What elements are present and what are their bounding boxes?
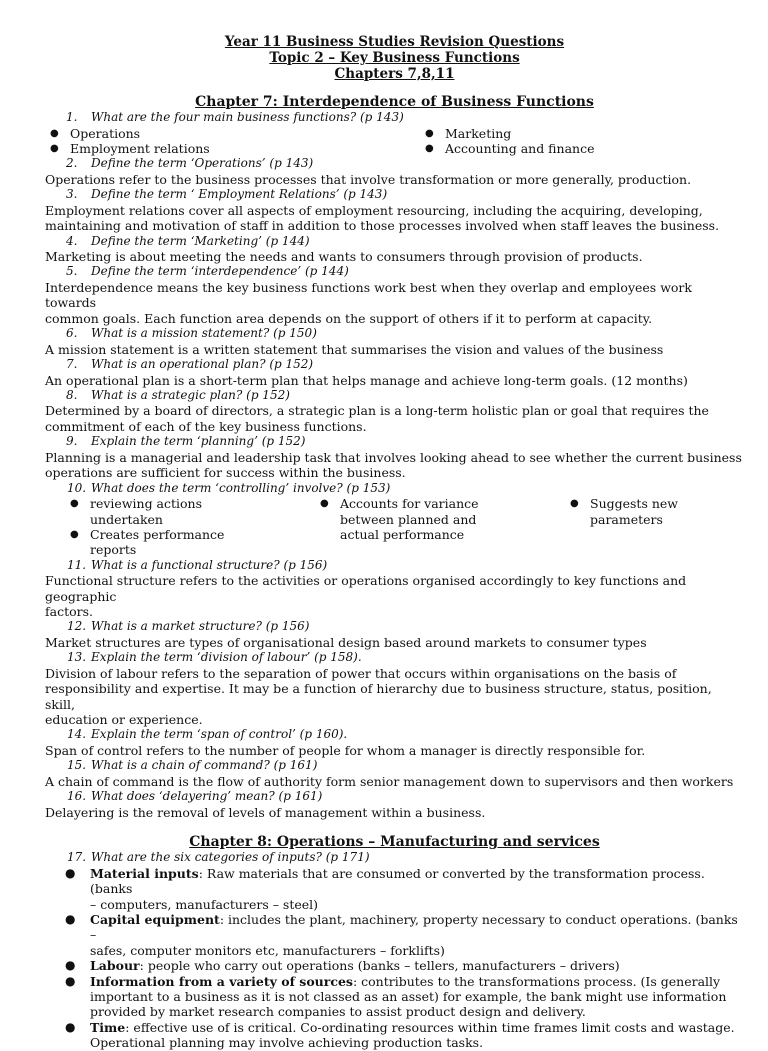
question-1: 1. What are the four main business functions? (p 143) [66, 110, 404, 124]
functions-list [45, 126, 744, 157]
answer-14: Span of control refers to the number of people for whom a manager is directly responsible for. [45, 742, 646, 758]
list-item: ● reviewing actions undertaken [45, 496, 295, 527]
bullet-icon: ● [425, 127, 434, 139]
bullet-icon: ● [65, 958, 76, 973]
bullet-icon: ● [65, 1019, 76, 1034]
answer-12: Market structures are types of organisational design based around markets to consumer types [45, 634, 647, 650]
list-item: ● Marketing [420, 126, 720, 141]
list-item: ● Material inputs: Raw materials that are consumed or converted by the transformation process. (banks – computers, manufacturers – steel) [45, 866, 744, 912]
answer-5: Interdependence means the key business functions work best when they overlap and employees work towards common goals. Each function area depends on the support of others if it to perform at capacity. [45, 279, 692, 326]
answer-3: Employment relations cover all aspects of employment resourcing, including the acquiring, developing, maintaining and motivation of staff in addition to those processes involved when staff leaves the business. [45, 202, 720, 234]
bullet-icon: ● [50, 142, 59, 154]
question-15: 15. What is a chain of command? (p 161) [67, 758, 318, 773]
question-12: 12. What is a market structure? (p 156) [67, 619, 310, 634]
list-item: ● Information from a variety of sources: contributes to the transformations process. (Is generally important to a business as it is not classed as an asset) for example, the bank might use information provided by market research companies to assist product design and delivery. [45, 974, 744, 1020]
answer-15: A chain of command is the flow of authority form senior management down to supervisors and then workers [45, 773, 734, 789]
question-7: 7. What is an operational plan? (p 152) [66, 357, 314, 372]
bullet-icon: ● [65, 911, 76, 926]
answer-8: Determined by a board of directors, a strategic plan is a long-term holistic plan or goal that requires the commitment of each of the key business functions. [45, 403, 709, 434]
chapter-7-heading: Chapter 7: Interdependence of Business Functions [195, 94, 594, 110]
list-item: ● Creates performance reports [45, 527, 295, 558]
answer-2: Operations refer to the business processes that involve transformation or more generally, production. [45, 171, 692, 187]
bullet-icon: ● [70, 498, 79, 510]
question-14: 14. Explain the term ‘span of control’ (p 160). [67, 727, 348, 742]
answer-4: Marketing is about meeting the needs and wants to consumers through provision of products. [45, 249, 643, 265]
document-header [45, 34, 744, 82]
answer-11: Functional structure refers to the activities or operations organised accordingly to key functions and geographic factors. [45, 573, 687, 620]
bullet-icon: ● [570, 498, 579, 510]
bullet-icon: ● [65, 865, 76, 880]
list-item: ● Employment relations [45, 141, 420, 156]
document-title: Year 11 Business Studies Revision Questions [224, 34, 565, 50]
answer-9: Planning is a managerial and leadership task that involves looking ahead to see whether the current business operations are sufficient for success within the business. [45, 449, 742, 481]
answer-16: Delayering is the removal of levels of management within a business. [45, 804, 486, 820]
bullet-icon: ● [425, 142, 434, 154]
list-item: ● Accounting and finance [420, 141, 720, 156]
list-item: ● Labour: people who carry out operations (banks – tellers, manufacturers – drivers) [45, 958, 744, 973]
question-11: 11. What is a functional structure? (p 156) [67, 557, 328, 572]
topic-title: Topic 2 – Key Business Functions [269, 50, 520, 66]
answer-6: A mission statement is a written statement that summarises the vision and values of the business [45, 341, 664, 357]
question-6: 6. What is a mission statement? (p 150) [66, 326, 317, 341]
question-8: 8. What is a strategic plan? (p 152) [66, 387, 290, 402]
question-9: 9. Explain the term ‘planning’ (p 152) [66, 434, 306, 449]
bullet-icon: ● [320, 498, 329, 510]
question-2: 2. Define the term ‘Operations’ (p 143) [66, 156, 314, 171]
list-item: ● Capital equipment: includes the plant, machinery, property necessary to conduct operations. (banks – safes, computer monitors etc, manufacturers – forklifts) [45, 912, 744, 958]
bullet-icon: ● [65, 973, 76, 988]
question-17: 17. What are the six categories of inputs? (p 171) [67, 850, 370, 865]
bullet-icon: ● [50, 127, 59, 139]
controlling-list [45, 496, 744, 558]
question-4: 4. Define the term ‘Marketing’ (p 144) [66, 233, 310, 248]
chapters-title: Chapters 7,8,11 [334, 66, 455, 82]
inputs-list [45, 866, 744, 1051]
question-10: 10. What does the term ‘controlling’ involve? (p 153) [67, 480, 391, 495]
question-3: 3. Define the term ‘ Employment Relations’ (p 143) [66, 187, 388, 202]
question-5: 5. Define the term ‘interdependence’ (p 144) [66, 264, 349, 279]
answer-13: Division of labour refers to the separation of power that occurs within organisations on the basis of responsibility and expertise. It may be a function of hierarchy due to business structure, status, position, skill, education or experience. [45, 665, 712, 728]
list-item: ● Time: effective use of is critical. Co-ordinating resources within time frames limit costs and wastage. Operational planning may involve achieving production tasks. [45, 1020, 744, 1051]
bullet-icon: ● [70, 528, 79, 540]
answer-7: An operational plan is a short-term plan that helps manage and achieve long-term goals. (12 months) [45, 372, 688, 388]
question-16: 16. What does ‘delayering’ mean? (p 161) [67, 789, 323, 804]
chapter-8-heading: Chapter 8: Operations – Manufacturing and services [189, 834, 600, 851]
list-item: ● Operations [45, 126, 420, 141]
list-item: ● Suggests new parameters [545, 496, 735, 527]
question-13: 13. Explain the term ‘division of labour’ (p 158). [67, 650, 362, 665]
list-item: ● Accounts for variance between planned and actual performance [295, 496, 545, 542]
